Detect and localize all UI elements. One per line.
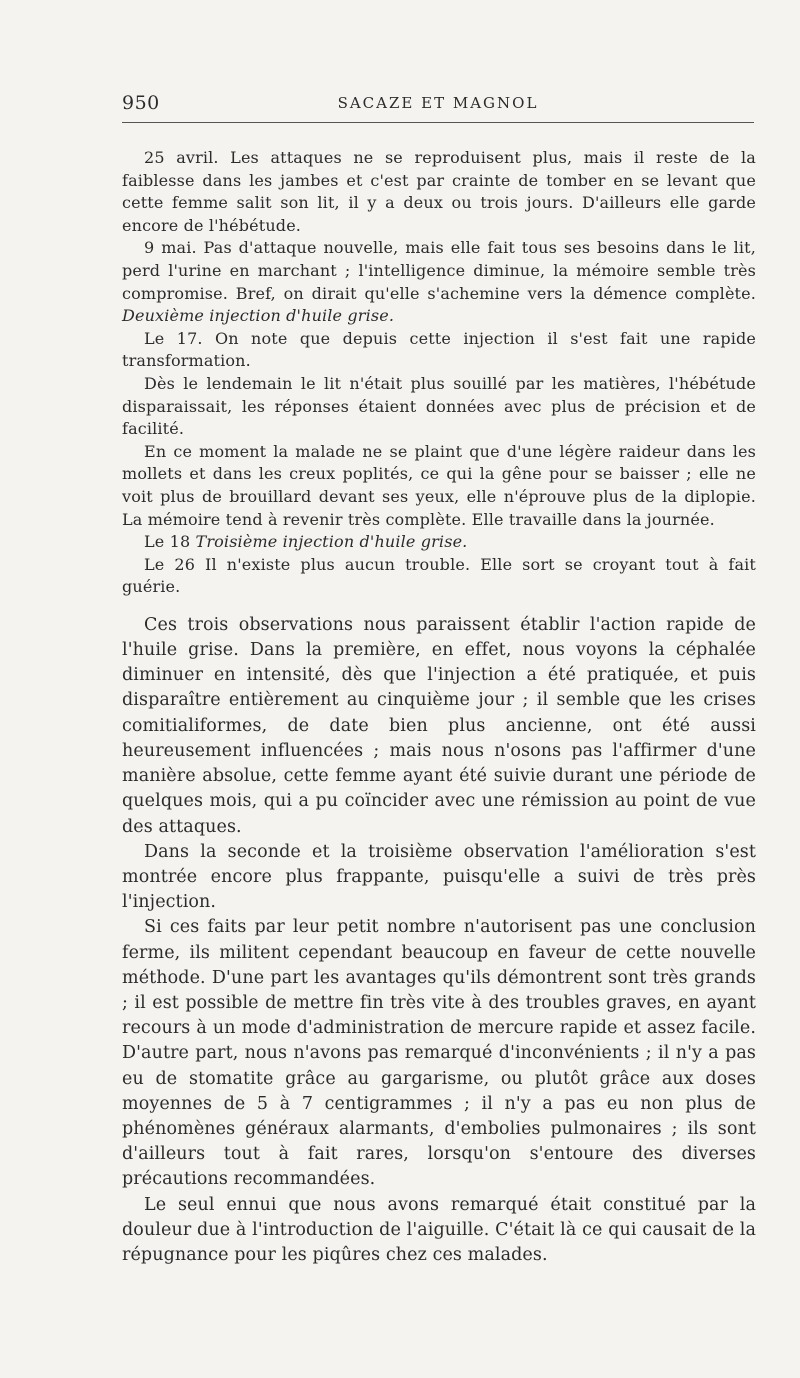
note-paragraph: Le 18 Troisième injection d'huile grise.: [144, 532, 468, 552]
discussion-paragraph: Dans la seconde et la troisième observation l'amélioration s'est montrée encore plus frappante, puisqu'elle a suivi de très près l'injection.: [122, 841, 756, 913]
note-paragraph: 9 mai. Pas d'attaque nouvelle, mais elle fait tous ses besoins dans le lit, perd l'urine en marchant ; l'intelligence diminue, la mémoire semble très compromise. Bref, on dirait qu'elle s'achemine vers la démence complète. Deuxième injection d'huile grise.: [122, 238, 756, 326]
page-body: [122, 147, 756, 1268]
italic-note: Troisième injection d'huile grise.: [195, 532, 468, 552]
note-paragraph: 25 avril. Les attaques ne se reproduisent plus, mais il reste de la faiblesse dans les jambes et c'est par crainte de tomber en se levant que cette femme salit son lit, il y a deux ou trois jours. D'ailleurs elle garde encore de l'hébétude.: [122, 148, 756, 235]
note-paragraph: En ce moment la malade ne se plaint que d'une légère raideur dans les mollets et dans les creux poplités, ce qui la gêne pour se baisser ; elle ne voit plus de brouillard devant ses yeux, elle n'éprouve plus de la diplopie. La mémoire tend à revenir très complète. Elle travaille dans la journée.: [122, 441, 756, 529]
page-header: [122, 92, 754, 123]
note-paragraph: Le 26 Il n'existe plus aucun trouble. Elle sort se croyant tout à fait guérie.: [122, 554, 756, 597]
discussion-paragraph: Si ces faits par leur petit nombre n'autorisent pas une conclusion ferme, ils militent cependant beaucoup en faveur de cette nouvelle méthode. D'une part les avantages qu'ils démontrent sont très grands ; il est possible de mettre fin très vite à des troubles graves, en ayant recours à un mode d'administration de mercure rapide et assez facile. D'autre part, nous n'avons pas remarqué d'inconvénients ; il n'y a pas eu de stomatite grâce au gargarisme, ou plutôt grâce aux doses moyennes de 5 à 7 centigrammes ; il n'y a pas eu non plus de phénomènes généraux alarmants, d'embolies pulmonaires ; ils sont d'ailleurs tout à fait rares, lorsqu'on s'entoure des diverses précautions recommandées.: [122, 917, 756, 1190]
italic-note: Deuxième injection d'huile grise.: [122, 306, 395, 326]
case-notes: [122, 147, 756, 599]
discussion-paragraph: Ces trois observations nous paraissent établir l'action rapide de l'huile grise. Dans la première, en effet, nous voyons la céphalée diminuer en intensité, dès que l'injection a été pratiquée, et puis disparaître entièrement au cinquième jour ; il semble que les crises comitialiformes, de date bien plus ancienne, ont été aussi heureusement influencées ; mais nous n'osons pas l'affirmer d'une manière absolue, cette femme ayant été suivie durant une période de quelques mois, qui a pu coïncider avec une rémission au point de vue des attaques.: [122, 614, 756, 837]
note-paragraph: Le 17. On note que depuis cette injection il s'est fait une rapide transformation.: [122, 328, 756, 371]
page-number: 950: [122, 92, 160, 114]
discussion: [122, 613, 756, 1268]
note-paragraph: Dès le lendemain le lit n'était plus souillé par les matières, l'hébétude disparaissait, les réponses étaient données avec plus de précision et de facilité.: [122, 373, 756, 439]
running-title: SACAZE ET MAGNOL: [337, 94, 539, 112]
discussion-paragraph: Le seul ennui que nous avons remarqué était constitué par la douleur due à l'introduction de l'aiguille. C'était là ce qui causait de la répugnance pour les piqûres chez ces malades.: [122, 1194, 756, 1265]
